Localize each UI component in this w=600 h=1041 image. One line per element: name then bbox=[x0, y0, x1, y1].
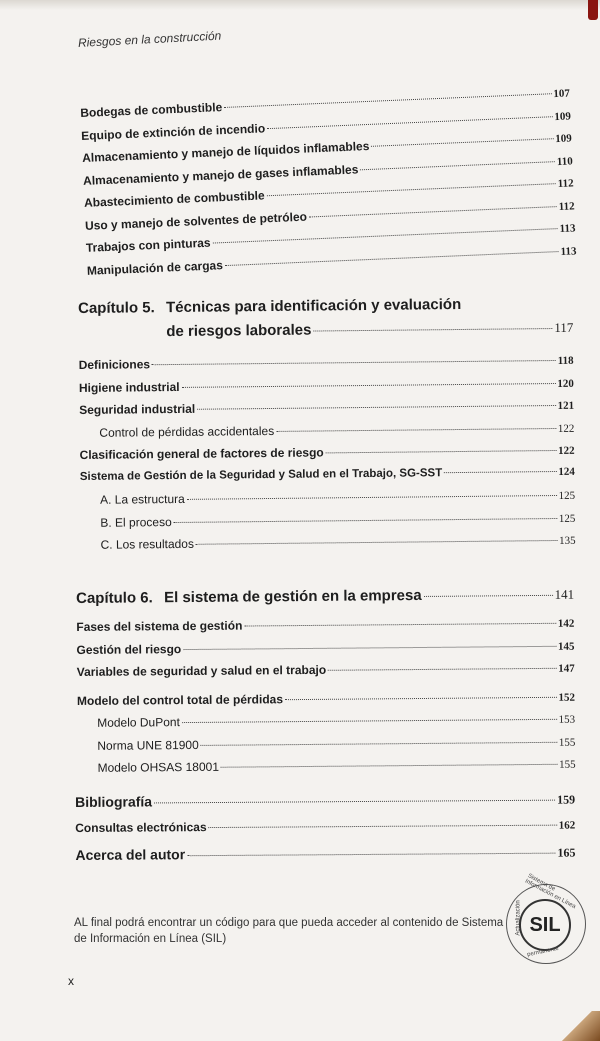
chapter-number: Capítulo 5. bbox=[78, 299, 155, 317]
toc-entry[interactable]: Clasificación general de factores de riesgo 122 bbox=[79, 444, 575, 462]
chapter-heading-line2[interactable]: de riesgos laborales 117 bbox=[166, 319, 574, 341]
toc-entry[interactable]: Fases del sistema de gestión 142 bbox=[76, 617, 575, 634]
sil-acronym: SIL bbox=[519, 899, 571, 951]
toc-entry[interactable]: Almacenamiento y manejo de líquidos inflamables 109 bbox=[81, 132, 573, 165]
toc-subentry[interactable]: Modelo OHSAS 18001 155 bbox=[97, 758, 576, 775]
toc-subentry[interactable]: B. El proceso 125 bbox=[100, 512, 576, 530]
toc-entry[interactable]: Variables de seguridad y salud en el trabajo 147 bbox=[76, 662, 575, 679]
bookmark-ribbon bbox=[588, 0, 598, 20]
toc-entry[interactable]: Almacenamiento y manejo de gases inflamables 110 bbox=[82, 154, 573, 188]
toc-entry[interactable]: Equipo de extinción de incendio 109 bbox=[80, 109, 572, 143]
page-edge-shadow bbox=[0, 0, 600, 10]
toc-section-fire-safety bbox=[80, 85, 577, 285]
toc-back-matter bbox=[75, 791, 576, 874]
sil-ring-text-bottom: permanente bbox=[526, 945, 560, 959]
toc-entry[interactable]: Consultas electrónicas 162 bbox=[75, 819, 576, 835]
chapter-number: Capítulo 6. bbox=[76, 589, 153, 607]
toc-entry[interactable]: Abastecimiento de combustible 112 bbox=[83, 177, 574, 210]
toc-entry-bibliography[interactable]: Bibliografía 159 bbox=[75, 792, 576, 810]
page-corner-shadow bbox=[560, 1011, 600, 1041]
toc-entry[interactable]: Gestión del riesgo 145 bbox=[76, 640, 575, 657]
toc-entry[interactable]: Manipulación de cargas 113 bbox=[86, 244, 577, 278]
sil-ring-text-left: Actualización bbox=[515, 900, 522, 936]
toc-subentry[interactable]: C. Los resultados 135 bbox=[100, 534, 576, 552]
toc-subentry[interactable]: A. La estructura 125 bbox=[100, 489, 576, 507]
toc-subentry[interactable]: Norma UNE 81900 155 bbox=[97, 736, 576, 753]
toc-entry[interactable]: Definiciones 118 bbox=[78, 354, 574, 372]
sil-access-note: AL final podrá encontrar un código para que pueda acceder al contenido de Sistema de Información en Línea (SIL) bbox=[74, 917, 504, 945]
toc-subentry[interactable]: Modelo DuPont 153 bbox=[97, 713, 576, 730]
toc-entry-about-author[interactable]: Acerca del autor 165 bbox=[75, 845, 576, 863]
toc-entry[interactable]: Trabajos con pinturas 113 bbox=[85, 222, 576, 255]
toc-chapter-6 bbox=[76, 586, 576, 784]
chapter-title: El sistema de gestión en la empresa bbox=[163, 586, 422, 607]
toc-entry[interactable]: Bodegas de combustible 107 bbox=[80, 87, 571, 120]
toc-entry[interactable]: Uso y manejo de solventes de petróleo 112 bbox=[84, 199, 575, 233]
sil-ring-text-top: Sistema de Información en Línea bbox=[523, 873, 577, 911]
chapter-title: Técnicas para identificación y evaluación bbox=[165, 295, 462, 317]
running-header: Riesgos en la construcción bbox=[77, 28, 222, 50]
page-number: x bbox=[68, 974, 74, 988]
toc-subentry[interactable]: Control de pérdidas accidentales 122 bbox=[99, 422, 575, 440]
toc-entry[interactable]: Sistema de Gestión de la Seguridad y Salud en el Trabajo, SG-SST 124 bbox=[79, 465, 575, 483]
toc-chapter-5 bbox=[78, 295, 576, 561]
toc-entry[interactable]: Seguridad industrial 121 bbox=[79, 399, 575, 417]
toc-entry[interactable]: Modelo del control total de pérdidas 152 bbox=[76, 691, 576, 708]
chapter-heading[interactable]: Capítulo 6. El sistema de gestión en la empresa 141 bbox=[76, 586, 575, 607]
sil-logo bbox=[506, 873, 586, 964]
toc-entry[interactable]: Higiene industrial 120 bbox=[78, 377, 574, 395]
